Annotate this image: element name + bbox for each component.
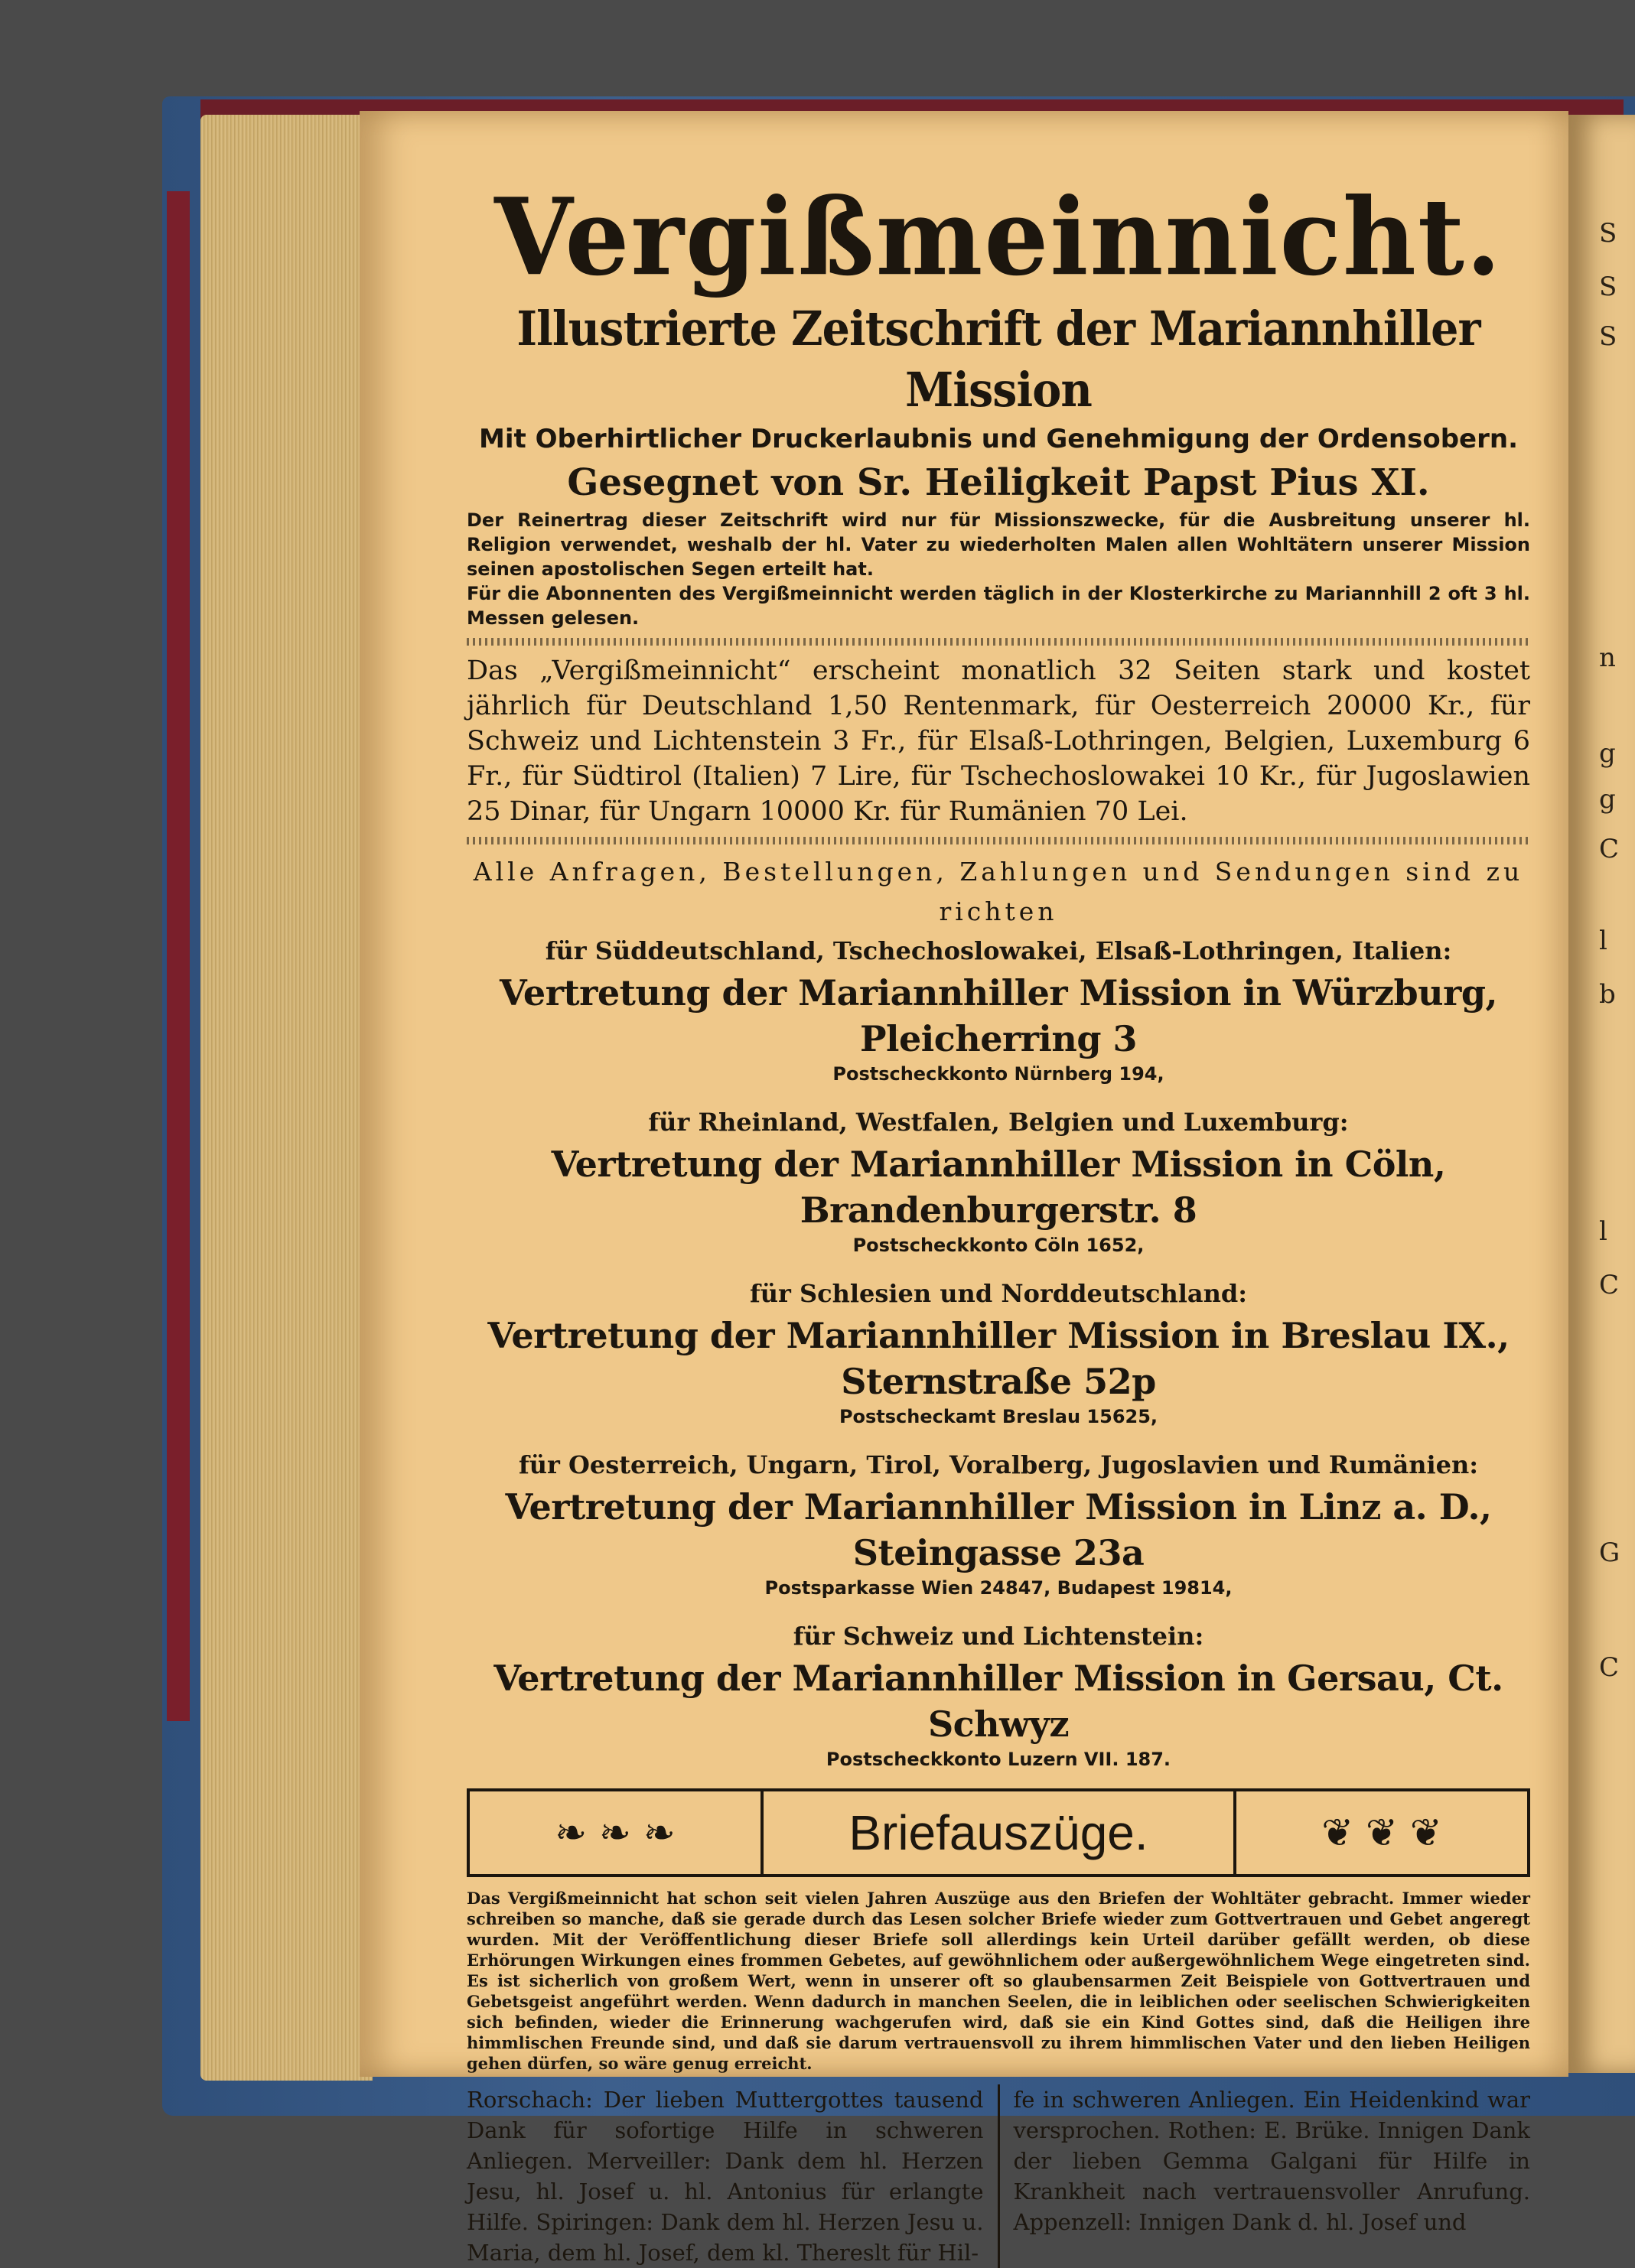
next-page-fragment: g: [1599, 784, 1616, 815]
letters-banner: [467, 1788, 1530, 1877]
next-page-edge: [1568, 115, 1635, 2073]
addresses-intro: Alle Anfragen, Bestellungen, Zahlungen und Sendungen sind zu richten: [473, 857, 1524, 926]
address-account: Postscheckkonto Nürnberg 194,: [832, 1063, 1164, 1085]
address-region: für Schlesien und Norddeutschland:: [749, 1279, 1248, 1308]
address-entry: [467, 1274, 1530, 1429]
masses-paragraph: Für die Abonnenten des Vergißmeinnicht werden täglich in der Klosterkirche zu Mariannhill 2 oft 3 hl. Messen gelesen.: [467, 583, 1530, 629]
address-office: Vertretung der Mariannhiller Mission in Linz a. D., Steingasse 23a: [505, 1486, 1492, 1573]
next-page-fragment: C: [1599, 834, 1620, 864]
book-spine: [167, 191, 190, 1721]
address-office: Vertretung der Mariannhiller Mission in Cöln, Brandenburgerstr. 8: [551, 1144, 1446, 1231]
address-account: Postscheckkonto Luzern VII. 187.: [826, 1749, 1171, 1770]
masthead-subtitle: Illustrierte Zeitschrift der Mariannhiller Mission: [516, 301, 1480, 418]
address-region: für Rheinland, Westfalen, Belgien und Luxemburg:: [648, 1108, 1349, 1137]
address-entry: [467, 1617, 1530, 1772]
address-entry: [467, 1446, 1530, 1600]
next-page-fragment: C: [1599, 1652, 1620, 1683]
next-page-fragment: l: [1599, 1216, 1607, 1247]
letters-column-right: fe in schweren Anliegen. Ein Heidenkind war versprochen. Rothen: E. Brüke. Innigen Dank der lieben Gemma Galgani für Hilfe in Krankheit nach vertrauensvoller Anrufung. Appenzell: Innigen Dank d. hl. Josef und: [1013, 2087, 1530, 2235]
subscription-paragraph: Das „Vergißmeinnicht“ erscheint monatlich 32 Seiten stark und kostet jährlich für Deutschland 1,50 Rentenmark, für Oesterreich 20000 Kr., für Schweiz und Lichtenstein 3 Fr., für Elsaß-Lothringen, Belgien, Luxemburg 6 Fr., für Südtirol (Italien) 7 Lire, für Tschechoslowakei 10 Kr., für Jugoslawien 25 Dinar, für Ungarn 10000 Kr. für Rumänien 70 Lei.: [467, 656, 1530, 827]
page-content: [467, 176, 1530, 2268]
next-page-fragment: S: [1599, 272, 1617, 302]
address-region: für Süddeutschland, Tschechoslowakei, Elsaß-Lothringen, Italien:: [545, 936, 1452, 965]
next-page-fragment: l: [1599, 926, 1607, 956]
page-stack: [200, 115, 373, 2081]
approval-line: Mit Oberhirtlicher Druckerlaubnis und Genehmigung der Ordensobern.: [479, 424, 1518, 454]
wavy-divider: [467, 837, 1530, 844]
address-region: für Oesterreich, Ungarn, Tirol, Voralberg, Jugoslavien und Rumänien:: [518, 1450, 1479, 1479]
address-office: Vertretung der Mariannhiller Mission in Würzburg, Pleicherring 3: [499, 972, 1498, 1059]
letters-intro: Das Vergißmeinnicht hat schon seit vielen Jahren Auszüge aus den Briefen der Wohltäter gebracht. Immer wieder schreiben so manche, daß sie gerade durch das Lesen solcher Briefe wieder zum Gottvertrauen und Gebet angeregt wurden. Mit der Veröffentlichung dieser Briefe soll allerdings kein Urteil darüber gefällt werden, ob diese Erhörungen Wirkungen eines frommen Gebetes, auf gewöhnlichem oder außergewöhnlichem Wege eingetreten sind. Es ist sicherlich von großem Wert, wenn in unserer oft so glaubensarmen Zeit Beispiele von Gottvertrauen und Gebetsgeist angeführt werden. Wenn dadurch in manchen Seelen, die in leiblichen oder seelischen Schwierigkeiten sich befinden, wieder die Erinnerung wachgerufen wird, daß sie ein Kind Gottes sind, daß die Heiligen ihre himmlischen Freunde sind, und daß sie darum vertrauensvoll zu ihrem himmlischen Vater und den lieben Heiligen gehen dürfen, so wäre genug erreicht.: [467, 1889, 1530, 2073]
letters-columns: [467, 2084, 1530, 2268]
next-page-fragment: n: [1599, 643, 1616, 673]
ornament-right-icon: ❦ ❦ ❦: [1321, 1811, 1442, 1855]
address-account: Postscheckamt Breslau 15625,: [839, 1406, 1158, 1427]
wavy-divider: [467, 638, 1530, 646]
address-entry: [467, 1103, 1530, 1258]
masthead-title: Vergißmeinnicht.: [494, 175, 1503, 300]
next-page-fragment: b: [1599, 979, 1616, 1010]
address-entry: [467, 932, 1530, 1086]
address-region: für Schweiz und Lichtenstein:: [793, 1622, 1204, 1651]
next-page-fragment: S: [1599, 321, 1617, 352]
blessing-line: Gesegnet von Sr. Heiligkeit Papst Pius XI.: [567, 461, 1430, 504]
letters-column-left: Rorschach: Der lieben Muttergottes tausend Dank für sofortige Hilfe in schweren Anliegen. Merveiller: Dank dem hl. Herzen Jesu, hl. Josef u. hl. Antonius für erlangte Hilfe. Spiringen: Dank dem hl. Herzen Jesu u. Maria, dem hl. Josef, dem kl. Thereslt für Hil-: [467, 2084, 1000, 2268]
ornament-left-icon: ❧ ❧ ❧: [555, 1811, 676, 1855]
next-page-fragment: G: [1599, 1537, 1620, 1568]
notice-paragraph: Der Reinertrag dieser Zeitschrift wird nur für Missionszwecke, für die Ausbreitung unserer hl. Religion verwendet, weshalb der hl. Vater zu wiederholten Malen allen Wohltätern unserer Mission seinen apostolischen Segen erteilt hat.: [467, 509, 1530, 580]
address-account: Postscheckkonto Cöln 1652,: [852, 1235, 1145, 1256]
next-page-fragment: g: [1599, 738, 1616, 769]
address-account: Postsparkasse Wien 24847, Budapest 19814,: [764, 1577, 1233, 1599]
letters-banner-title: Briefauszüge.: [761, 1791, 1236, 1874]
next-page-fragment: C: [1599, 1270, 1620, 1300]
next-page-fragment: S: [1599, 218, 1617, 249]
address-office: Vertretung der Mariannhiller Mission in Gersau, Ct. Schwyz: [493, 1658, 1503, 1745]
address-office: Vertretung der Mariannhiller Mission in Breslau IX., Sternstraße 52p: [487, 1315, 1510, 1402]
